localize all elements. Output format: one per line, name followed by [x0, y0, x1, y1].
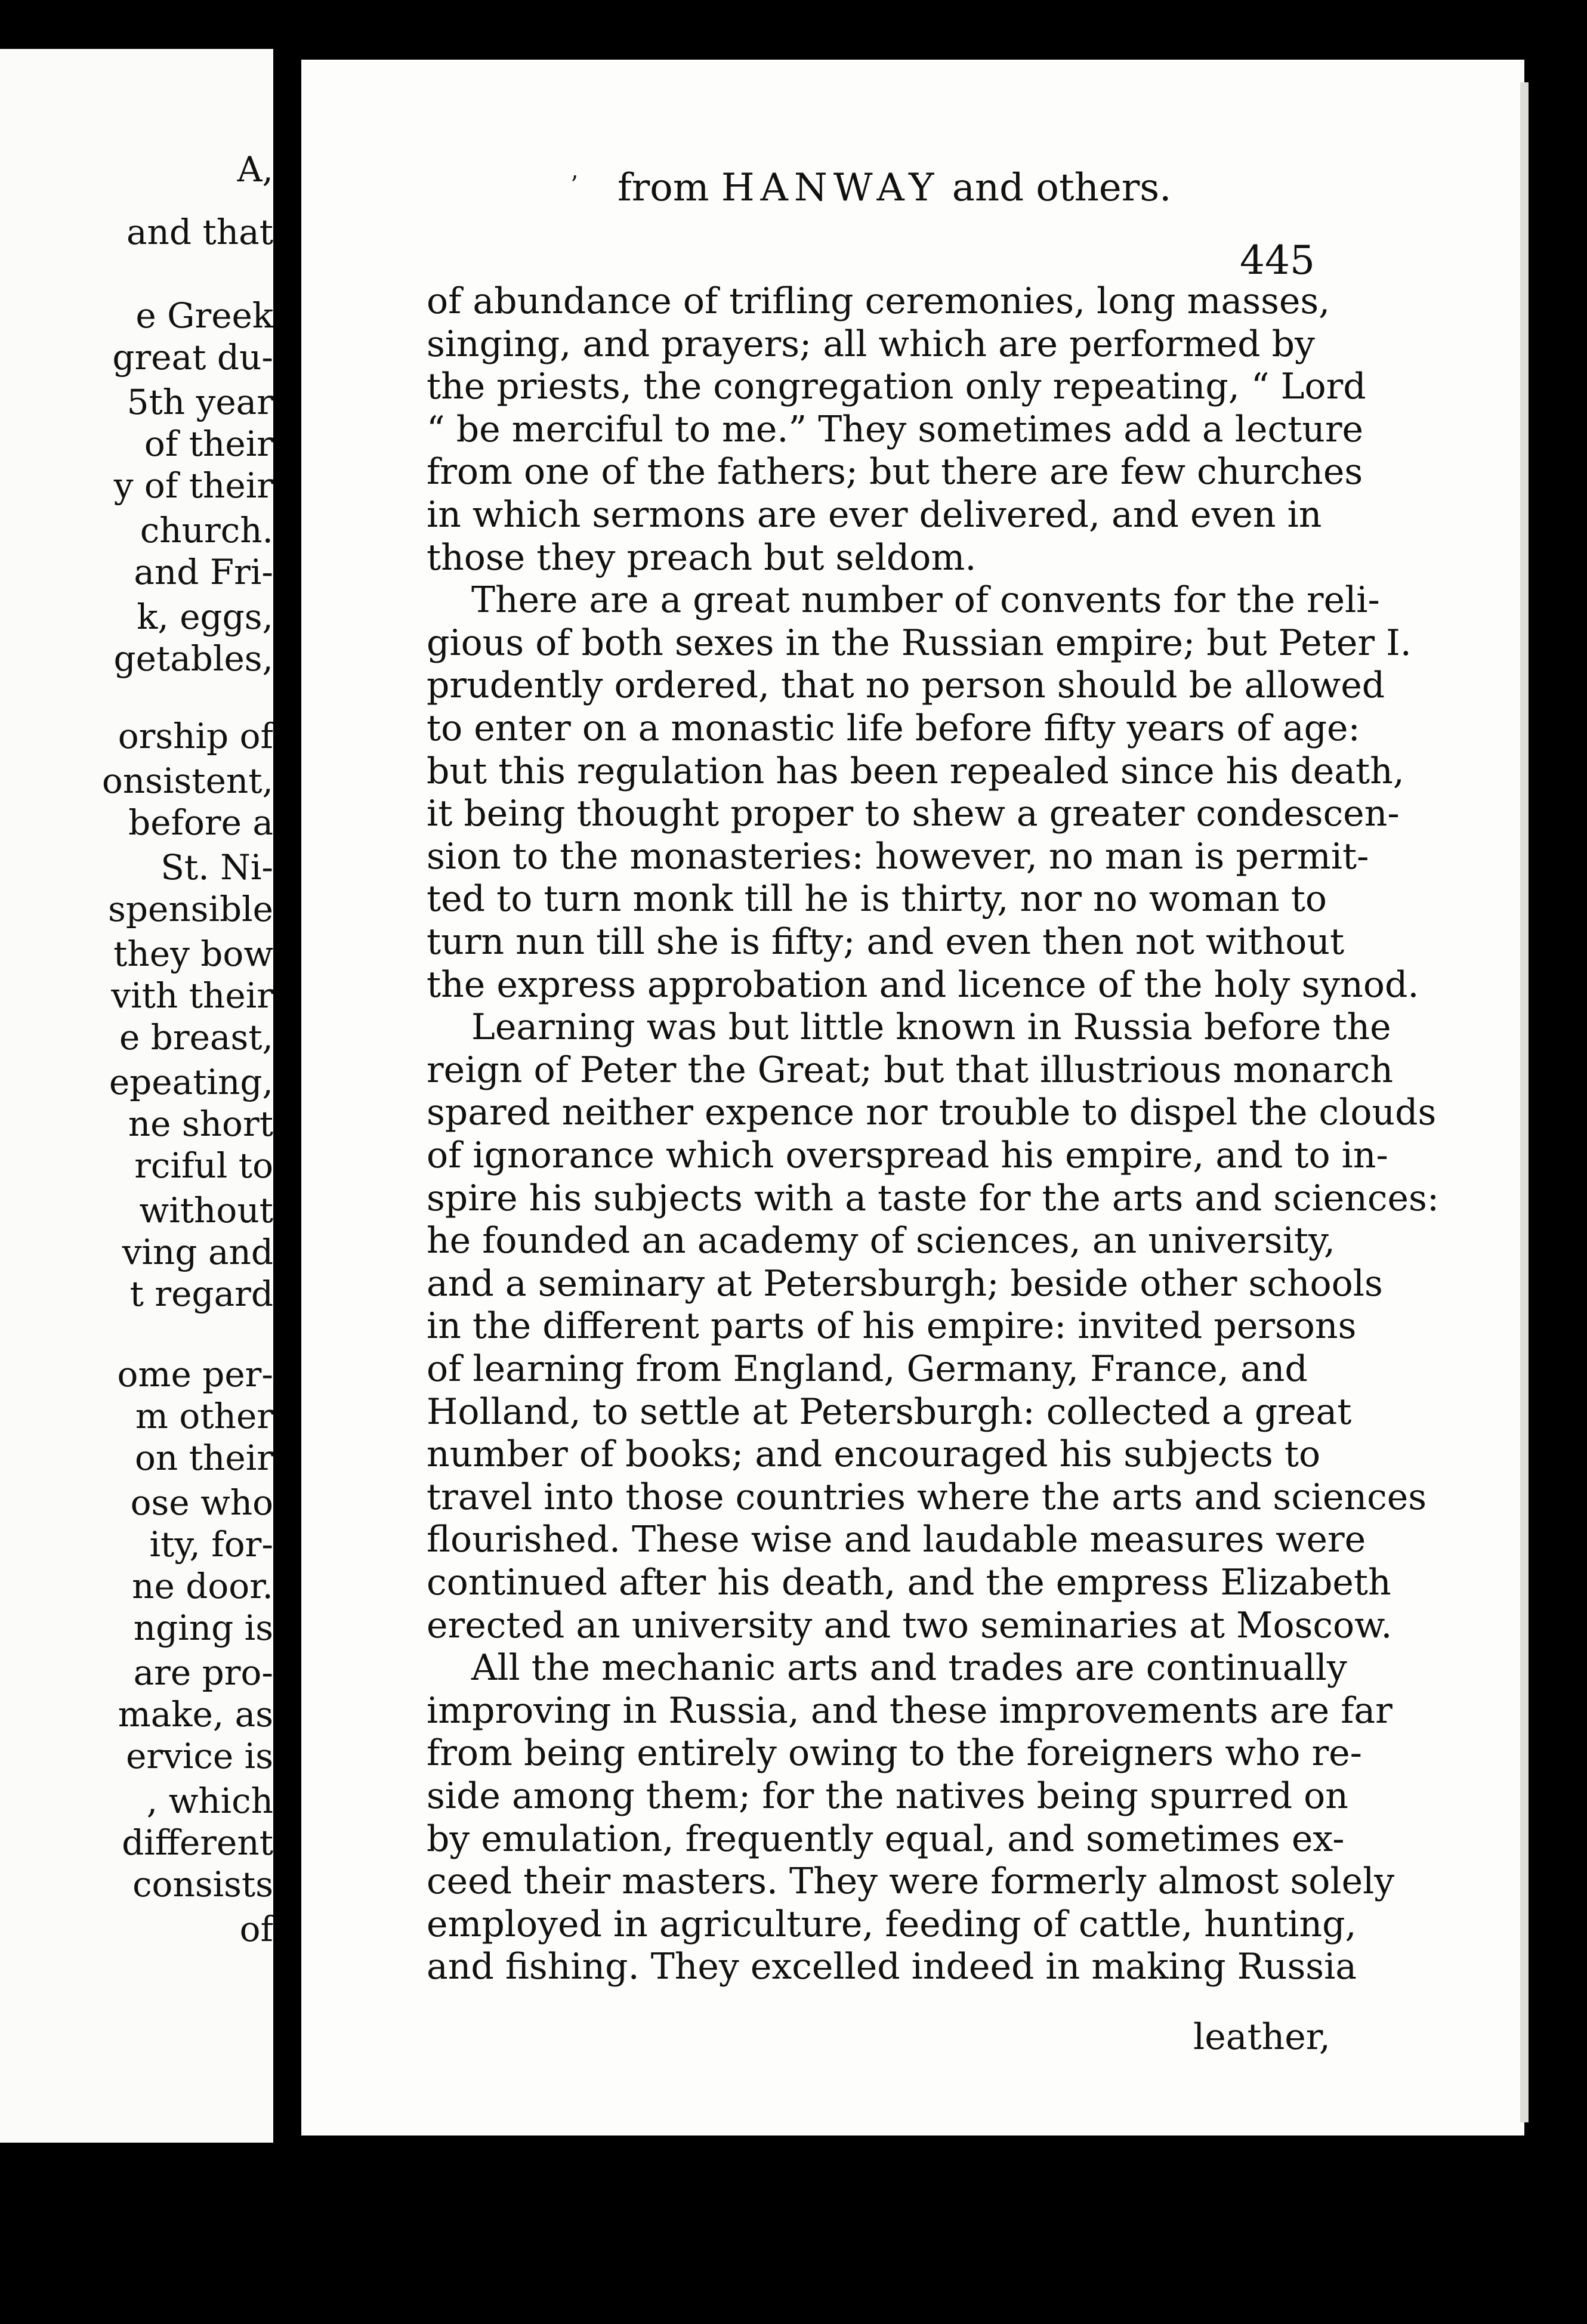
text-line: travel into those countries where the arts and sciences: [427, 1476, 1427, 1518]
facing-page-fragment: y of their: [113, 465, 273, 506]
text-line: in the different parts of his empire: invited persons: [427, 1305, 1357, 1347]
text-line: Learning was but little known in Russia before the: [471, 1006, 1391, 1048]
facing-page-fragment: without: [139, 1190, 273, 1231]
text-line: “ be merciful to me.” They sometimes add a lecture: [427, 409, 1364, 450]
left-page: [0, 49, 280, 2143]
text-line: sion to the monasteries: however, no man is permit-: [427, 836, 1369, 877]
facing-page-fragment: onsistent,: [101, 761, 273, 801]
facing-page-fragment: getables,: [113, 638, 273, 679]
header-from: from: [617, 166, 709, 210]
facing-page-fragment: church.: [140, 510, 273, 551]
facing-page-fragment: e breast,: [119, 1017, 273, 1058]
text-line: Holland, to settle at Petersburgh: collected a great: [427, 1391, 1352, 1433]
facing-page-fragment: St. Ni-: [160, 847, 273, 888]
text-line: of abundance of trifling ceremonies, long masses,: [427, 280, 1330, 322]
text-line: it being thought proper to shew a greater condescen-: [427, 793, 1400, 835]
facing-page-fragment: k, eggs,: [137, 597, 273, 637]
facing-page-fragment: ne short: [128, 1104, 273, 1144]
facing-page-fragment: ving and: [122, 1232, 273, 1272]
text-line: of ignorance which overspread his empire, and to in-: [427, 1135, 1388, 1176]
facing-page-fragment: epeating,: [109, 1062, 273, 1102]
text-line: of learning from England, Germany, France, and: [427, 1348, 1308, 1390]
text-line: ted to turn monk till he is thirty, nor no woman to: [427, 878, 1327, 920]
facing-page-fragment: 5th year: [126, 382, 273, 422]
facing-page-fragment: and that: [126, 212, 273, 252]
facing-page-fragment: ome per-: [117, 1354, 273, 1395]
text-line: prudently ordered, that no person should be allowed: [427, 665, 1385, 706]
facing-page-fragment: ose who: [130, 1482, 273, 1523]
facing-page-fragment: are pro-: [133, 1652, 273, 1693]
catchword: leather,: [1193, 2016, 1330, 2058]
text-line: singing, and prayers; all which are performed by: [427, 323, 1315, 365]
facing-page-fragment: spensible: [108, 889, 273, 929]
text-line: erected an university and two seminaries at Moscow.: [427, 1605, 1393, 1646]
facing-page-fragment: make, as: [118, 1694, 273, 1735]
facing-page-fragment: of: [239, 1909, 273, 1949]
facing-page-fragment: ity, for-: [149, 1524, 273, 1565]
text-line: turn nun till she is fifty; and even then not without: [427, 921, 1345, 963]
facing-page-fragment: rciful to: [134, 1145, 273, 1186]
facing-page-fragment: before a: [128, 802, 273, 843]
page-number: 445: [1240, 237, 1315, 283]
page-edge: [1520, 82, 1529, 2122]
text-line: he founded an academy of sciences, an university,: [427, 1220, 1335, 1262]
text-line: the priests, the congregation only repeating, “ Lord: [427, 366, 1366, 407]
text-line: flourished. These wise and laudable measures were: [427, 1519, 1366, 1560]
facing-page-fragment: ne door.: [132, 1566, 273, 1606]
text-line: number of books; and encouraged his subjects to: [427, 1433, 1321, 1475]
facing-page-fragment: they bow: [113, 934, 273, 974]
text-line: gious of both sexes in the Russian empire; but Peter I.: [427, 622, 1412, 664]
facing-page-fragment: ervice is: [126, 1736, 273, 1776]
facing-page-fragment: , which: [146, 1781, 273, 1821]
facing-page-fragment: great du-: [112, 337, 273, 378]
text-line: reign of Peter the Great; but that illustrious monarch: [427, 1049, 1393, 1091]
text-line: to enter on a monastic life before fifty years of age:: [427, 707, 1360, 749]
text-line: in which sermons are ever delivered, and even in: [427, 494, 1322, 536]
text-line: improving in Russia, and these improvements are far: [427, 1690, 1393, 1732]
running-header: [617, 166, 1172, 210]
facing-page-fragment: A,: [237, 149, 273, 190]
book-gutter: [273, 49, 291, 2143]
header-name: HANWAY: [721, 166, 940, 210]
text-line: continued after his death, and the empress Elizabeth: [427, 1562, 1391, 1603]
facing-page-fragment: vith their: [111, 975, 273, 1016]
text-line: All the mechanic arts and trades are continually: [471, 1647, 1347, 1689]
text-line: those they preach but seldom.: [427, 537, 977, 579]
facing-page-fragment: orship of: [118, 716, 273, 756]
facing-page-fragment: t regard: [129, 1274, 273, 1314]
facing-page-fragment: of their: [144, 424, 273, 464]
text-line: from being entirely owing to the foreigners who re-: [427, 1732, 1362, 1774]
header-rest: and others.: [952, 166, 1172, 210]
text-line: and a seminary at Petersburgh; beside other schools: [427, 1263, 1383, 1305]
text-line: There are a great number of convents for the reli-: [471, 579, 1380, 621]
facing-page-fragment: e Greek: [135, 295, 273, 336]
facing-page-fragment: nging is: [133, 1608, 273, 1648]
text-line: ceed their masters. They were formerly almost solely: [427, 1861, 1395, 1902]
text-line: and fishing. They excelled indeed in making Russia: [427, 1946, 1357, 1988]
facing-page-fragment: and Fri-: [134, 552, 273, 592]
text-line: spire his subjects with a taste for the arts and sciences:: [427, 1178, 1440, 1219]
facing-page-fragment: m other: [135, 1396, 273, 1436]
text-line: spared neither expence nor trouble to dispel the clouds: [427, 1092, 1437, 1133]
facing-page-fragment: consists: [132, 1864, 273, 1905]
text-line: employed in agriculture, feeding of cattle, hunting,: [427, 1903, 1357, 1945]
text-line: the express approbation and licence of the holy synod.: [427, 964, 1419, 1006]
text-line: but this regulation has been repealed since his death,: [427, 750, 1404, 792]
text-line: from one of the fathers; but there are few churches: [427, 451, 1363, 493]
facing-page-fragment: different: [122, 1822, 273, 1863]
facing-page-fragment: on their: [135, 1438, 273, 1478]
text-line: by emulation, frequently equal, and sometimes ex-: [427, 1818, 1345, 1860]
text-line: side among them; for the natives being spurred on: [427, 1775, 1348, 1817]
header-mark: ʼ: [570, 172, 578, 199]
